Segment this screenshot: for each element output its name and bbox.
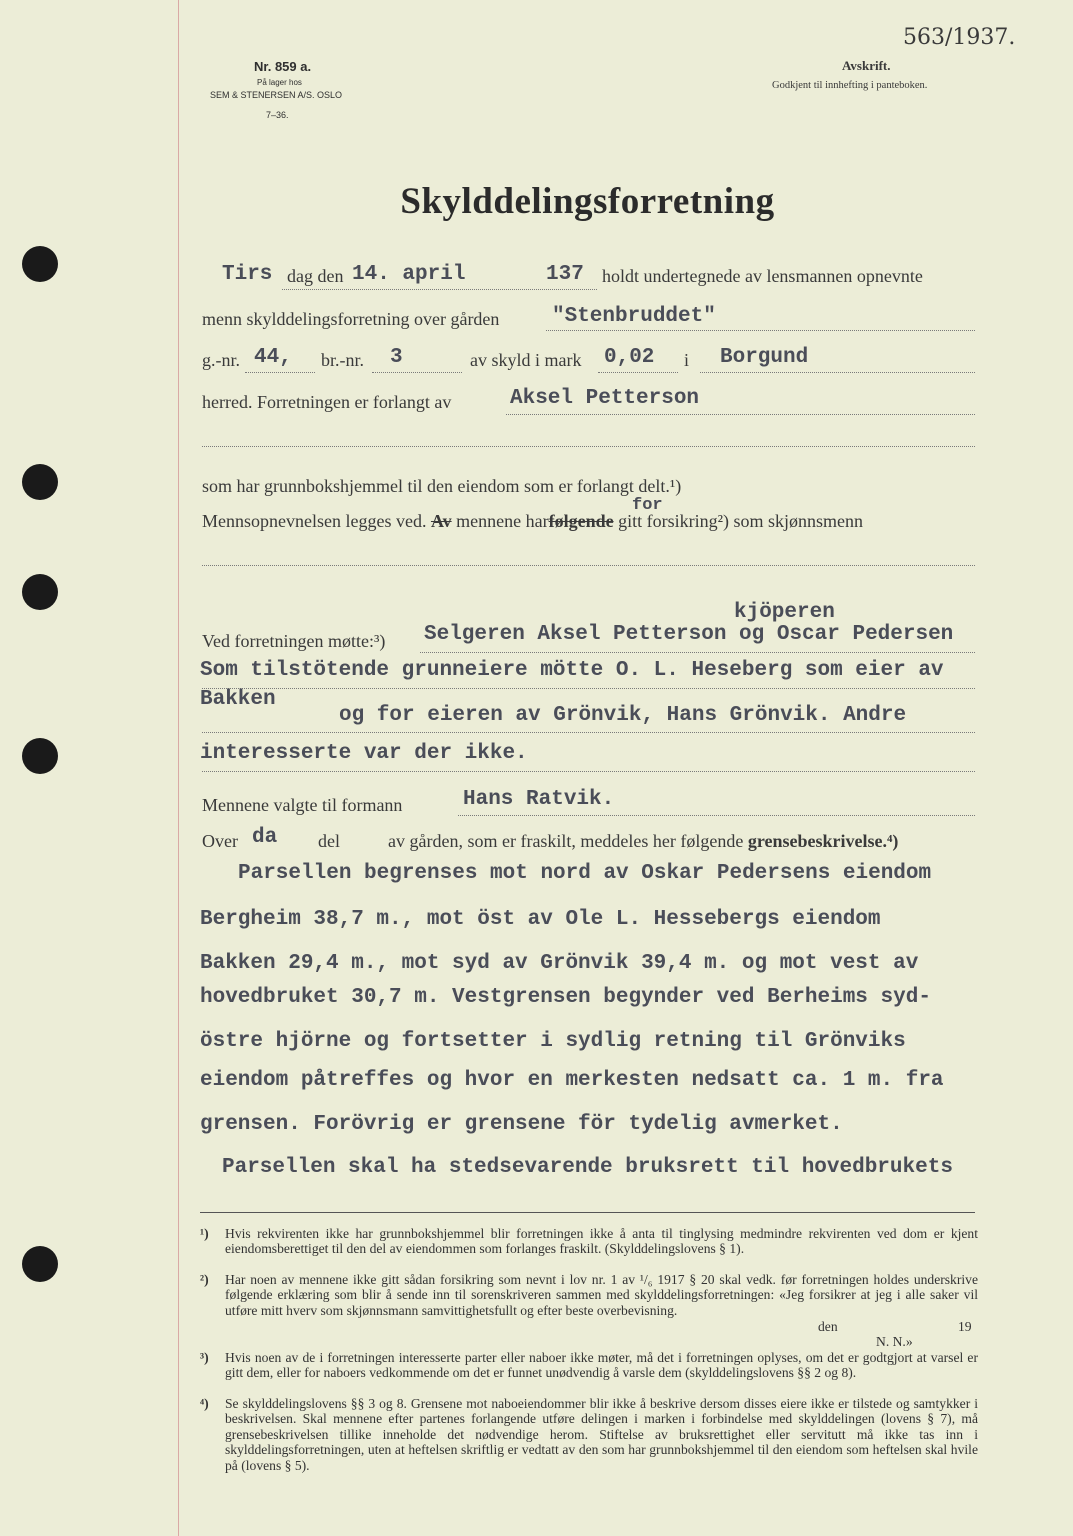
dag-den-label: dag den (287, 266, 344, 286)
weekday: Tirs (222, 263, 273, 286)
boundary-line-4: hovedbruket 30,7 m. Vestgrensen begynder ved Berheims syd- (200, 986, 931, 1009)
date: 14. april (352, 263, 466, 286)
publisher-name: SEM & STENERSEN A/S. OSLO (210, 90, 343, 100)
i-label: i (684, 350, 690, 370)
avskrift-label: Avskrift. (842, 58, 891, 73)
requester: Aksel Petterson (510, 387, 700, 410)
del-label: del (318, 831, 340, 851)
year: 137 (546, 263, 584, 286)
approval-note: Godkjent til innhefting i panteboken. (772, 80, 928, 91)
attendees-line-3b: og for eieren av Grönvik, Hans Grönvik. Andre (339, 704, 907, 727)
boundary-line-6: eiendom påtreffes og hvor en merkesten nedsatt ca. 1 m. fra (200, 1069, 944, 1092)
brnr-value: 3 (390, 346, 403, 369)
boundary-line-2: Bergheim 38,7 m., mot öst av Ole L. Hessebergs eiendom (200, 908, 881, 931)
gnr-value: 44, (254, 346, 292, 369)
attendees-line-4: interesserte var der ikke. (200, 742, 528, 765)
herred-text: herred. Forretningen er forlangt av (202, 392, 452, 412)
footnote-1: ¹) Hvis rekvirenten ikke har grunnbokshjemmel blir forretningen ikke å anta til tinglysing medmindre rekvirenten ved dom er kjent eiendomsberettiget til den del av eiendommen som forlanges fraskilt. (Skylddelingslovens § 1). (200, 1226, 978, 1257)
kjoperen-insert: kjöperen (734, 601, 835, 624)
boundary-line-5: östre hjörne og fortsetter i sydlig retning til Grönviks (200, 1030, 906, 1053)
footnote-rule (200, 1212, 975, 1213)
attendees-line-2: Som tilstötende grunneiere mötte O. L. Heseberg som eier av (200, 659, 944, 682)
footnote-2: ²) Har noen av mennene ikke gitt sådan forsikring som nevnt i lov nr. 1 av ¹/₆ 1917 § 20 skal vedk. før forretningen holdes underskrive følgende erklæring som blir å sende inn til sorenskriveren sammen med skylddelingsforretningen: «Jeg forsikrer at jeg i alle saker vil utføre mitt hverv som skjønnsmann samvittighetsfullt og efter beste overbevisning. den 19 N. N.» (200, 1272, 978, 1349)
grunnbok-text: som har grunnbokshjemmel til den eiendom som er forlangt delt.¹) (202, 476, 682, 496)
motte-label: Ved forretningen møtte:³) (202, 631, 386, 651)
attendees-line-3a: Bakken (200, 688, 276, 711)
skyld-value: 0,02 (604, 346, 655, 369)
footnote-3: ³) Hvis noen av de i forretningen interesserte parter eller naboer ikke møter, må det i forretningen oplyses, om det er godtgjort at varsel er gitt dem, eller for naboers vedkommende om det er funnet unødvendig å varsle dem (skylddelingslovens §§ 2 og 8). (200, 1350, 978, 1381)
case-reference: 563/1937. (903, 25, 1016, 50)
formann-label: Mennene valgte til formann (202, 795, 403, 815)
attendees-line-1: Selgeren Aksel Petterson og Oscar Pedersen (424, 623, 954, 646)
holdt-text: holdt undertegnede av lensmannen opnevnte (602, 266, 923, 286)
gnr-label: g.-nr. (202, 350, 240, 370)
document-title: Skylddelingsforretning (400, 181, 775, 222)
boundary-line-1: Parsellen begrenses mot nord av Oskar Pedersens eiendom (238, 862, 932, 885)
boundary-line-8: Parsellen skal ha stedsevarende bruksrett til hovedbrukets (222, 1156, 953, 1179)
publisher-line: På lager hos (257, 78, 302, 87)
chairman: Hans Ratvik. (463, 788, 615, 811)
municipality: Borgund (720, 346, 809, 369)
farm-name: "Stenbruddet" (552, 305, 716, 328)
margin-line (178, 0, 179, 1536)
boundary-line-3: Bakken 29,4 m., mot syd av Grönvik 39,4 m. og mot vest av (200, 952, 919, 975)
punch-hole (22, 738, 58, 774)
punch-hole (22, 1246, 58, 1282)
skyld-label: av skyld i mark (470, 350, 582, 370)
form-number: Nr. 859 a. (254, 59, 312, 74)
boundary-line-7: grensen. Forövrig er grensene för tydelig avmerket. (200, 1113, 843, 1136)
footnote-4: ⁴) Se skylddelingslovens §§ 3 og 8. Grensene mot naboeiendommer blir ikke å beskrive dersom disses eiere ikke er tilstede og samtykker i beskrivelsen. Skal mennene efter partenes forlangende utføre delingen i marken i forbindelse med skylddelingen (lovens § 7), må grensebeskrivelsen tillike inneholde det nødvendige herom. Stiftelse av bruksrettighet eller servitutt må ikke tas inn i skylddelingsforretningen, uten at heftelsen skriftlig er vedtatt av den som har grunnbokshjemmel til den eiendom som heftelsen skal hvile på (lovens § 5). (200, 1396, 978, 1473)
for-insert: for (632, 496, 663, 515)
punch-hole (22, 574, 58, 610)
over-typed: da (252, 826, 278, 849)
punch-hole (22, 464, 58, 500)
publisher-date: 7–36. (266, 110, 289, 120)
over-text: av gården, som er fraskilt, meddeles her følgende grensebeskrivelse.⁴) (388, 831, 899, 851)
punch-hole (22, 246, 58, 282)
mennsopnevnelsen-text: Mennsopnevnelsen legges ved. Av mennene harfølgende gitt forsikring²) som skjønnsmenn (202, 511, 863, 531)
menn-text: menn skylddelingsforretning over gården (202, 309, 500, 329)
over-label: Over (202, 831, 238, 851)
brnr-label: br.-nr. (321, 350, 364, 370)
